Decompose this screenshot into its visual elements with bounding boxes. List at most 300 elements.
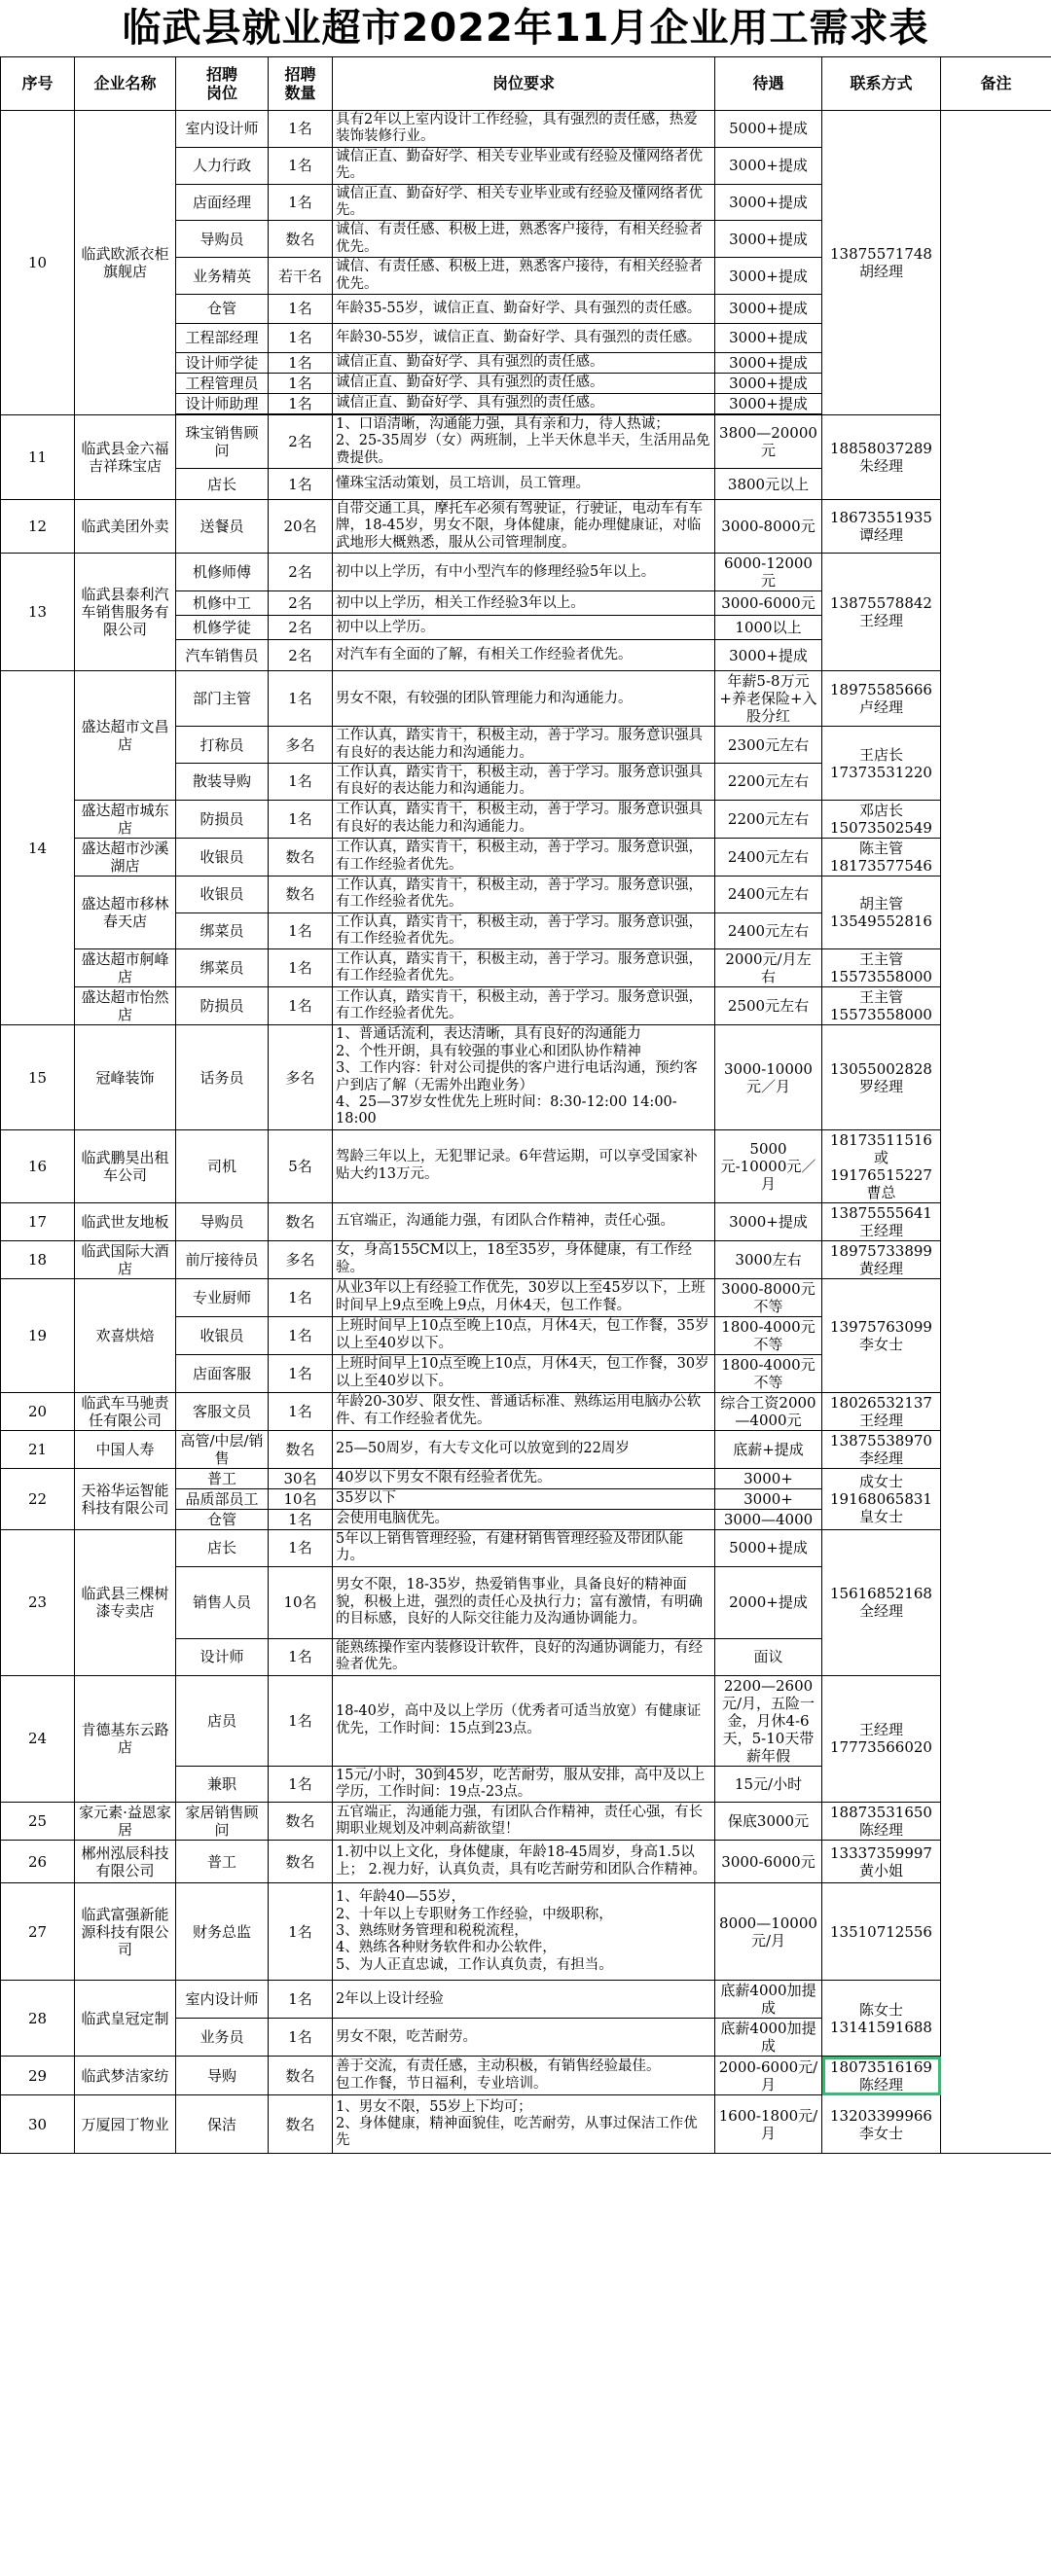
cell-count: 1名	[269, 147, 333, 184]
cell-count: 多名	[269, 1240, 333, 1278]
cell-position: 收银员	[176, 876, 269, 912]
table-body	[1, 111, 1051, 2154]
cell-count: 1名	[269, 1316, 333, 1354]
cell-requirements: 驾龄三年以上，无犯罪记录。6年营运期，可以享受国家补贴大约13万元。	[333, 1129, 715, 1202]
cell-position: 店面经理	[176, 184, 269, 221]
cell-count: 1名	[269, 1766, 333, 1803]
cell-salary: 1600-1800元/月	[715, 2095, 822, 2154]
cell-requirements: 1、普通话流利，表达清晰，具有良好的沟通能力 2、个性开朗，具有较强的事业心和团队协作精神 3、工作内容：针对公司提供的客户进行电话沟通，预约客户到店了解（无需外出跑业务） 4、25—37岁女性优先上班时间：8:30-12:00 14:00-18:00	[333, 1025, 715, 1129]
cell-count: 数名	[269, 1841, 333, 1883]
cell-contact: 陈主管 18173577546	[822, 838, 941, 876]
cell-salary: 底薪4000加提成	[715, 1981, 822, 2019]
cell-count: 1名	[269, 393, 333, 413]
cell-count: 1名	[269, 1529, 333, 1566]
cell-requirements: 会使用电脑优先。	[333, 1509, 715, 1529]
cell-requirements: 男女不限，有较强的团队管理能力和沟通能力。	[333, 671, 715, 727]
cell-position: 销售人员	[176, 1566, 269, 1638]
cell-salary: 3000+提成	[715, 221, 822, 258]
cell-position: 高管/中层/销售	[176, 1430, 269, 1468]
cell-requirements: 1、口语清晰，沟通能力强，具有亲和力，待人热诚； 2、25-35周岁（女）两班制，上半天休息半天，生活用品免费提供。	[333, 414, 715, 468]
cell-position: 部门主管	[176, 671, 269, 727]
cell-salary: 2300元左右	[715, 727, 822, 764]
cell-count: 10名	[269, 1566, 333, 1638]
cell-count: 1名	[269, 1509, 333, 1529]
cell-salary: 3000+提成	[715, 184, 822, 221]
cell-contact: 18173511516或19176515227 曹总	[822, 1129, 941, 1202]
cell-company: 盛达超市舸峰店	[75, 949, 176, 987]
cell-salary: 8000—10000元/月	[715, 1883, 822, 1981]
cell-requirements: 能熟练操作室内装修设计软件，良好的沟通协调能力，有经验者优先。	[333, 1638, 715, 1675]
cell-requirements: 18-40岁，高中及以上学历（优秀者可适当放宽）有健康证优先，工作时间：15点到23点。	[333, 1675, 715, 1766]
cell-requirements: 诚信正直、勤奋好学、具有强烈的责任感。	[333, 352, 715, 373]
cell-count: 1名	[269, 912, 333, 949]
cell-count: 1名	[269, 469, 333, 500]
cell-position: 汽车销售员	[176, 640, 269, 671]
cell-requirements: 男女不限，18-35岁，热爱销售事业，具备良好的精神面貌，积极上进，强烈的责任心及执行力；富有激情，有明确的目标感，良好的人际交往能力及沟通协调能力。	[333, 1566, 715, 1638]
cell-count: 1名	[269, 294, 333, 323]
cell-requirements: 善于交流，有责任感，主动积极，有销售经验最佳。 包工作餐，节日福利，专业培训。	[333, 2057, 715, 2095]
cell-salary: 2500元左右	[715, 987, 822, 1025]
cell-requirements: 40岁以下男女不限有经验者优先。	[333, 1468, 715, 1488]
cell-requirements: 初中以上学历，有中小型汽车的修理经验5年以上。	[333, 554, 715, 591]
cell-count: 1名	[269, 1278, 333, 1316]
cell-requirements: 上班时间早上10点至晚上10点，月休4天，包工作餐，35岁以上至40岁以下。	[333, 1316, 715, 1354]
cell-salary: 2400元左右	[715, 876, 822, 912]
cell-position: 司机	[176, 1129, 269, 1202]
table-row	[1, 1202, 1051, 1240]
cell-position: 送餐员	[176, 500, 269, 554]
cell-seq: 20	[1, 1392, 75, 1430]
cell-seq: 28	[1, 1981, 75, 2057]
cell-position: 设计师助理	[176, 393, 269, 413]
cell-seq: 12	[1, 500, 75, 554]
cell-seq: 10	[1, 111, 75, 415]
cell-salary: 3000+提成	[715, 294, 822, 323]
cell-count: 1名	[269, 352, 333, 373]
cell-requirements: 2年以上设计经验	[333, 1981, 715, 2019]
cell-requirements: 15元/小时，30到45岁，吃苦耐劳，服从安排，高中及以上学历，工作时间：19点-23点。	[333, 1766, 715, 1803]
cell-company: 万厦园丁物业	[75, 2095, 176, 2154]
cell-contact: 王主管 15573558000	[822, 949, 941, 987]
table-row	[1, 949, 1051, 987]
cell-salary: 3000+	[715, 1488, 822, 1509]
cell-seq: 14	[1, 671, 75, 1025]
cell-position: 机修师傅	[176, 554, 269, 591]
cell-position: 家居销售顾问	[176, 1803, 269, 1841]
cell-count: 1名	[269, 1354, 333, 1392]
cell-salary: 3000-8000元不等	[715, 1278, 822, 1316]
header-seq: 序号	[1, 57, 75, 111]
cell-requirements: 25—50周岁，有大专文化可以放宽到的22周岁	[333, 1430, 715, 1468]
cell-salary: 3000+提成	[715, 352, 822, 373]
cell-contact: 15616852168 全经理	[822, 1529, 941, 1675]
cell-position: 设计师学徒	[176, 352, 269, 373]
cell-requirements: 五官端正，沟通能力强，有团队合作精神，责任心强。	[333, 1202, 715, 1240]
cell-count: 1名	[269, 323, 333, 352]
cell-contact: 13055002828 罗经理	[822, 1025, 941, 1129]
cell-count: 1名	[269, 1392, 333, 1430]
cell-position: 普工	[176, 1841, 269, 1883]
cell-seq: 23	[1, 1529, 75, 1675]
cell-salary: 3800—20000元	[715, 414, 822, 468]
cell-contact: 18858037289 朱经理	[822, 414, 941, 499]
cell-salary: 底薪+提成	[715, 1430, 822, 1468]
cell-salary: 1800-4000元不等	[715, 1316, 822, 1354]
cell-salary: 3000+提成	[715, 323, 822, 352]
cell-company: 盛达超市沙溪湖店	[75, 838, 176, 876]
cell-company: 临武鹏昊出租车公司	[75, 1129, 176, 1202]
cell-position: 话务员	[176, 1025, 269, 1129]
cell-position: 前厅接待员	[176, 1240, 269, 1278]
cell-count: 数名	[269, 838, 333, 876]
header-requirements: 岗位要求	[333, 57, 715, 111]
header-salary: 待遇	[715, 57, 822, 111]
cell-salary: 3000+提成	[715, 147, 822, 184]
table-row	[1, 2095, 1051, 2154]
cell-company: 临武车马驰责任有限公司	[75, 1392, 176, 1430]
cell-company: 临武皇冠定制	[75, 1981, 176, 2057]
table-row	[1, 500, 1051, 554]
cell-contact: 18673551935 谭经理	[822, 500, 941, 554]
cell-position: 机修中工	[176, 591, 269, 616]
cell-position: 普工	[176, 1468, 269, 1488]
cell-salary: 年薪5-8万元+养老保险+入股分红	[715, 671, 822, 727]
cell-position: 导购	[176, 2057, 269, 2095]
cell-seq: 26	[1, 1841, 75, 1883]
cell-salary: 3000—4000	[715, 1509, 822, 1529]
cell-count: 2名	[269, 591, 333, 616]
cell-company: 天裕华运智能科技有限公司	[75, 1468, 176, 1529]
cell-count: 2名	[269, 554, 333, 591]
cell-salary: 2000-6000元/月	[715, 2057, 822, 2095]
cell-position: 导购员	[176, 1202, 269, 1240]
cell-remarks	[941, 111, 1051, 2154]
cell-salary: 3000+提成	[715, 393, 822, 413]
cell-position: 室内设计师	[176, 111, 269, 148]
cell-salary: 2400元左右	[715, 912, 822, 949]
cell-salary: 面议	[715, 1638, 822, 1675]
recruitment-table	[0, 56, 1051, 2154]
cell-position: 珠宝销售顾问	[176, 414, 269, 468]
cell-contact: 13875555641 王经理	[822, 1202, 941, 1240]
cell-company: 临武县泰利汽车销售服务有限公司	[75, 554, 176, 671]
table-row	[1, 1803, 1051, 1841]
cell-requirements: 工作认真，踏实肯干，积极主动，善于学习。服务意识强，有工作经验者优先。	[333, 987, 715, 1025]
cell-company: 郴州泓辰科技有限公司	[75, 1841, 176, 1883]
table-header-row	[1, 57, 1051, 111]
cell-count: 1名	[269, 2019, 333, 2057]
cell-count: 数名	[269, 876, 333, 912]
cell-requirements: 自带交通工具，摩托车必须有驾驶证，行驶证，电动车有车牌，18-45岁，男女不限，身体健康，能办理健康证，对临武地形大概熟悉，服从公司管理制度。	[333, 500, 715, 554]
cell-contact: 18073516169 陈经理	[822, 2057, 941, 2095]
cell-requirements: 初中以上学历。	[333, 616, 715, 640]
cell-company: 临武欧派衣柜旗舰店	[75, 111, 176, 415]
cell-requirements: 年龄35-55岁，诚信正直、勤奋好学、具有强烈的责任感。	[333, 294, 715, 323]
cell-contact: 13203399966 李女士	[822, 2095, 941, 2154]
header-count: 招聘 数量	[269, 57, 333, 111]
cell-requirements: 年龄30-55岁，诚信正直、勤奋好学、具有强烈的责任感。	[333, 323, 715, 352]
cell-requirements: 上班时间早上10点至晚上10点，月休4天，包工作餐，30岁以上至40岁以下。	[333, 1354, 715, 1392]
cell-count: 多名	[269, 727, 333, 764]
header-company: 企业名称	[75, 57, 176, 111]
cell-contact: 13337359997 黄小姐	[822, 1841, 941, 1883]
cell-position: 防损员	[176, 800, 269, 838]
cell-company: 欢喜烘焙	[75, 1278, 176, 1392]
cell-company: 盛达超市文昌店	[75, 671, 176, 801]
table-row	[1, 1129, 1051, 1202]
table-row	[1, 1981, 1051, 2019]
cell-position: 店长	[176, 469, 269, 500]
cell-count: 数名	[269, 2057, 333, 2095]
cell-count: 1名	[269, 111, 333, 148]
cell-contact: 18975733899 黄经理	[822, 1240, 941, 1278]
cell-seq: 30	[1, 2095, 75, 2154]
cell-salary: 2200元左右	[715, 800, 822, 838]
cell-count: 1名	[269, 373, 333, 393]
cell-seq: 22	[1, 1468, 75, 1529]
cell-position: 导购员	[176, 221, 269, 258]
cell-position: 客服文员	[176, 1392, 269, 1430]
cell-count: 1名	[269, 184, 333, 221]
cell-count: 1名	[269, 764, 333, 801]
header-contact: 联系方式	[822, 57, 941, 111]
cell-requirements: 诚信正直、勤奋好学、相关专业毕业或有经验及懂网络者优先。	[333, 184, 715, 221]
table-row	[1, 838, 1051, 876]
cell-requirements: 工作认真，踏实肯干，积极主动，善于学习。服务意识强具有良好的表达能力和沟通能力。	[333, 764, 715, 801]
cell-position: 散装导购	[176, 764, 269, 801]
cell-position: 工程管理员	[176, 373, 269, 393]
cell-position: 收银员	[176, 1316, 269, 1354]
cell-requirements: 诚信、有责任感、积极上进，熟悉客户接待，有相关经验者优先。	[333, 221, 715, 258]
cell-position: 人力行政	[176, 147, 269, 184]
table-row	[1, 111, 1051, 148]
cell-salary: 2000元/月左右	[715, 949, 822, 987]
cell-company: 临武县金六福吉祥珠宝店	[75, 414, 176, 499]
cell-count: 1名	[269, 800, 333, 838]
cell-requirements: 年龄20-30岁、限女性、普通话标准、熟练运用电脑办公软件、有工作经验者优先。	[333, 1392, 715, 1430]
cell-count: 1名	[269, 1883, 333, 1981]
cell-position: 店长	[176, 1529, 269, 1566]
cell-company: 临武世友地板	[75, 1202, 176, 1240]
cell-count: 2名	[269, 414, 333, 468]
cell-count: 数名	[269, 1430, 333, 1468]
table-row	[1, 1841, 1051, 1883]
cell-position: 设计师	[176, 1638, 269, 1675]
table-row	[1, 554, 1051, 591]
cell-company: 临武美团外卖	[75, 500, 176, 554]
cell-seq: 17	[1, 1202, 75, 1240]
cell-position: 打称员	[176, 727, 269, 764]
cell-contact: 邓店长 15073502549	[822, 800, 941, 838]
cell-requirements: 男女不限，吃苦耐劳。	[333, 2019, 715, 2057]
cell-requirements: 具有2年以上室内设计工作经验，具有强烈的责任感，热爱装饰装修行业。	[333, 111, 715, 148]
cell-salary: 3000-8000元	[715, 500, 822, 554]
cell-requirements: 诚信正直、勤奋好学、具有强烈的责任感。	[333, 373, 715, 393]
table-row	[1, 1430, 1051, 1468]
sheet-title: 临武县就业超市2022年11月企业用工需求表	[122, 6, 929, 51]
table-row	[1, 800, 1051, 838]
cell-count: 若干名	[269, 258, 333, 295]
cell-requirements: 35岁以下	[333, 1488, 715, 1509]
cell-salary: 3000+提成	[715, 373, 822, 393]
cell-requirements: 工作认真，踏实肯干，积极主动，善于学习。服务意识强，有工作经验者优先。	[333, 949, 715, 987]
cell-count: 多名	[269, 1025, 333, 1129]
cell-contact: 18975585666 卢经理	[822, 671, 941, 727]
cell-count: 1名	[269, 671, 333, 727]
cell-salary: 15元/小时	[715, 1766, 822, 1803]
table-row	[1, 1025, 1051, 1129]
cell-salary: 3000-10000元／月	[715, 1025, 822, 1129]
cell-seq: 15	[1, 1025, 75, 1129]
cell-requirements: 工作认真，踏实肯干，积极主动，善于学习。服务意识强具有良好的表达能力和沟通能力。	[333, 800, 715, 838]
cell-requirements: 诚信正直、勤奋好学、具有强烈的责任感。	[333, 393, 715, 413]
cell-position: 店员	[176, 1675, 269, 1766]
cell-position: 仓管	[176, 294, 269, 323]
cell-contact: 王主管 15573558000	[822, 987, 941, 1025]
cell-salary: 1000以上	[715, 616, 822, 640]
cell-position: 仓管	[176, 1509, 269, 1529]
cell-company: 临武国际大酒店	[75, 1240, 176, 1278]
cell-contact: 胡主管 13549552816	[822, 876, 941, 949]
cell-requirements: 1.初中以上文化，身体健康，年龄18-45周岁，身高1.5以上； 2.视力好，认真负责，具有吃苦耐劳和团队合作精神。	[333, 1841, 715, 1883]
table-row	[1, 1278, 1051, 1316]
cell-contact: 陈女士 13141591688	[822, 1981, 941, 2057]
cell-position: 保洁	[176, 2095, 269, 2154]
cell-requirements: 工作认真，踏实肯干，积极主动，善于学习。服务意识强，有工作经验者优先。	[333, 838, 715, 876]
cell-company: 临武富强新能源科技有限公司	[75, 1883, 176, 1981]
cell-requirements: 女，身高155CM以上，18至35岁，身体健康，有工作经验。	[333, 1240, 715, 1278]
cell-seq: 21	[1, 1430, 75, 1468]
cell-count: 5名	[269, 1129, 333, 1202]
cell-position: 机修学徒	[176, 616, 269, 640]
cell-contact: 13975763099 李女士	[822, 1278, 941, 1392]
cell-requirements: 诚信正直、勤奋好学、相关专业毕业或有经验及懂网络者优先。	[333, 147, 715, 184]
cell-count: 2名	[269, 640, 333, 671]
cell-company: 临武县三棵树漆专卖店	[75, 1529, 176, 1675]
cell-count: 1名	[269, 1675, 333, 1766]
cell-requirements: 对汽车有全面的了解，有相关工作经验者优先。	[333, 640, 715, 671]
cell-company: 盛达超市怡然店	[75, 987, 176, 1025]
table-row	[1, 1675, 1051, 1766]
cell-position: 业务员	[176, 2019, 269, 2057]
cell-count: 数名	[269, 2095, 333, 2154]
cell-count: 10名	[269, 1488, 333, 1509]
cell-position: 品质部员工	[176, 1488, 269, 1509]
cell-salary: 3000+提成	[715, 1202, 822, 1240]
cell-position: 财务总监	[176, 1883, 269, 1981]
cell-requirements: 诚信、有责任感、积极上进，熟悉客户接待，有相关经验者优先。	[333, 258, 715, 295]
cell-requirements: 1、男女不限，55岁上下均可； 2、身体健康，精神面貌佳，吃苦耐劳，从事过保洁工作优先	[333, 2095, 715, 2154]
cell-count: 1名	[269, 987, 333, 1025]
cell-requirements: 工作认真，踏实肯干，积极主动，善于学习。服务意识强具有良好的表达能力和沟通能力。	[333, 727, 715, 764]
cell-salary: 保底3000元	[715, 1803, 822, 1841]
cell-seq: 24	[1, 1675, 75, 1803]
cell-seq: 19	[1, 1278, 75, 1392]
cell-count: 30名	[269, 1468, 333, 1488]
cell-company: 中国人寿	[75, 1430, 176, 1468]
cell-position: 兼职	[176, 1766, 269, 1803]
cell-requirements: 五官端正，沟通能力强，有团队合作精神，责任心强，有长期职业规划及冲刺高薪欲望！	[333, 1803, 715, 1841]
cell-seq: 29	[1, 2057, 75, 2095]
cell-salary: 6000-12000元	[715, 554, 822, 591]
cell-company: 盛达超市移林春天店	[75, 876, 176, 949]
cell-salary: 综合工资2000—4000元	[715, 1392, 822, 1430]
cell-salary: 2000+提成	[715, 1566, 822, 1638]
cell-seq: 16	[1, 1129, 75, 1202]
cell-requirements: 工作认真，踏实肯干，积极主动，善于学习。服务意识强，有工作经验者优先。	[333, 876, 715, 912]
cell-salary: 底薪4000加提成	[715, 2019, 822, 2057]
cell-count: 数名	[269, 221, 333, 258]
cell-salary: 3000+	[715, 1468, 822, 1488]
cell-salary: 3000左右	[715, 1240, 822, 1278]
cell-salary: 1800-4000元不等	[715, 1354, 822, 1392]
cell-salary: 5000元-10000元／月	[715, 1129, 822, 1202]
table-row	[1, 1529, 1051, 1566]
table-row	[1, 1392, 1051, 1430]
cell-contact: 王经理 17773566020	[822, 1675, 941, 1803]
cell-salary: 2400元左右	[715, 838, 822, 876]
cell-salary: 3000+提成	[715, 258, 822, 295]
cell-requirements: 从业3年以上有经验工作优先，30岁以上至45岁以下，上班时间早上9点至晚上9点，月休4天，包工作餐。	[333, 1278, 715, 1316]
table-row	[1, 876, 1051, 912]
table-row	[1, 1468, 1051, 1488]
cell-salary: 3000+提成	[715, 640, 822, 671]
cell-position: 专业厨师	[176, 1278, 269, 1316]
cell-contact: 13875578842 王经理	[822, 554, 941, 671]
cell-seq: 11	[1, 414, 75, 499]
table-row	[1, 1883, 1051, 1981]
cell-position: 收银员	[176, 838, 269, 876]
cell-seq: 27	[1, 1883, 75, 1981]
cell-company: 临武梦洁家纺	[75, 2057, 176, 2095]
cell-position: 绑菜员	[176, 949, 269, 987]
cell-salary: 3000-6000元	[715, 591, 822, 616]
table-row	[1, 1240, 1051, 1278]
cell-company: 肯德基东云路店	[75, 1675, 176, 1803]
cell-seq: 25	[1, 1803, 75, 1841]
cell-salary: 3800元以上	[715, 469, 822, 500]
cell-position: 室内设计师	[176, 1981, 269, 2019]
cell-company: 冠峰装饰	[75, 1025, 176, 1129]
cell-count: 1名	[269, 949, 333, 987]
cell-salary: 3000-6000元	[715, 1841, 822, 1883]
cell-salary: 5000+提成	[715, 1529, 822, 1566]
table-row	[1, 414, 1051, 468]
cell-contact: 18026532137 王经理	[822, 1392, 941, 1430]
cell-position: 绑菜员	[176, 912, 269, 949]
cell-count: 2名	[269, 616, 333, 640]
table-row	[1, 671, 1051, 727]
cell-count: 1名	[269, 1638, 333, 1675]
table-row	[1, 2057, 1051, 2095]
cell-contact: 13875538970 李经理	[822, 1430, 941, 1468]
cell-salary: 2200元左右	[715, 764, 822, 801]
cell-count: 数名	[269, 1202, 333, 1240]
table-row	[1, 987, 1051, 1025]
cell-position: 店面客服	[176, 1354, 269, 1392]
cell-position: 业务精英	[176, 258, 269, 295]
cell-requirements: 1、年龄40—55岁， 2、十年以上专职财务工作经验，中级职称， 3、熟练财务管理和税税流程， 4、熟练各种财务软件和办公软件， 5、为人正直忠诚，工作认真负责，有担当。	[333, 1883, 715, 1981]
cell-company: 盛达超市城东店	[75, 800, 176, 838]
cell-count: 数名	[269, 1803, 333, 1841]
cell-contact: 18873531650 陈经理	[822, 1803, 941, 1841]
cell-contact: 13875571748 胡经理	[822, 111, 941, 415]
cell-count: 1名	[269, 1981, 333, 2019]
cell-requirements: 懂珠宝活动策划，员工培训，员工管理。	[333, 469, 715, 500]
cell-position: 防损员	[176, 987, 269, 1025]
cell-company: 家元素·益恩家居	[75, 1803, 176, 1841]
cell-requirements: 5年以上销售管理经验，有建材销售管理经验及带团队能力。	[333, 1529, 715, 1566]
